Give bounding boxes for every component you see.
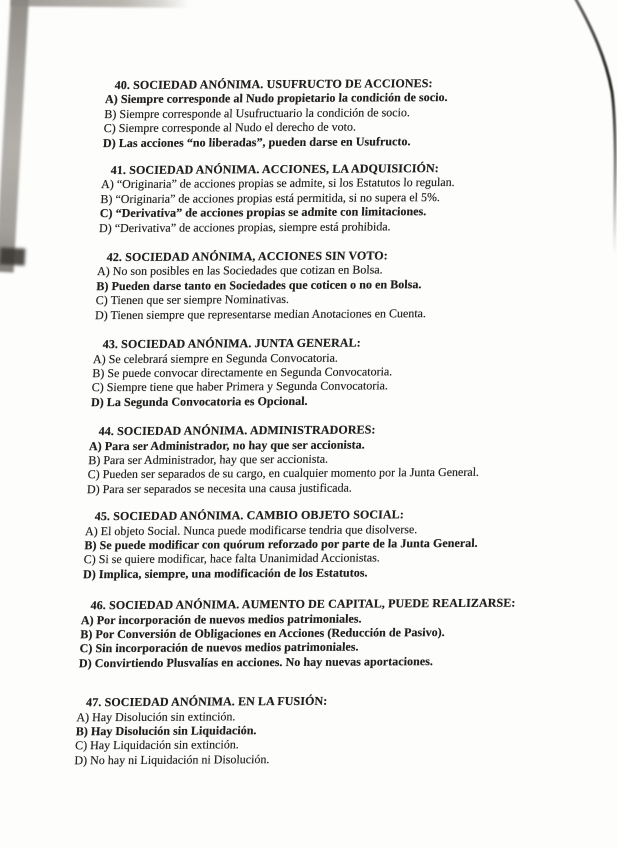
scan-artifact-left-band (0, 0, 29, 273)
option-text: Si se quiere modificar, hace falta Unanimidad Accionistas. (98, 550, 381, 567)
answer-option (74, 750, 575, 767)
question-block (79, 595, 582, 670)
option-text: Implica, siempre, una modificación de los Estatutos. (98, 565, 368, 581)
question-block (99, 160, 602, 235)
question-number: 43. (102, 337, 119, 352)
option-text: “Derivativa” de acciones propias se admite con limitaciones. (115, 204, 427, 221)
option-label: B) (87, 452, 101, 468)
question-number: 46. (90, 598, 107, 613)
option-label: A) (84, 523, 99, 538)
scan-artifact-top-edge (11, 0, 189, 8)
question-number: 44. (98, 424, 115, 439)
option-label: A) (100, 177, 115, 192)
question-number: 42. (106, 249, 123, 265)
option-text: La Segunda Convocatoria es Opcional. (106, 393, 308, 409)
question-heading (90, 595, 582, 612)
option-text: Pueden darse tanto en Sociedades que coticen o no en Bolsa. (111, 276, 422, 293)
question-block (103, 75, 606, 150)
answer-option (103, 133, 604, 150)
option-label: A) (96, 264, 111, 279)
option-text: Se puede modificar con quórum reforzado por parte de la Junta General. (99, 535, 479, 553)
question-block (74, 692, 577, 767)
option-text: Siempre tiene que haber Primera y Segunda Convocatoria. (106, 378, 389, 395)
option-label: C) (99, 206, 113, 221)
option-label: B) (104, 106, 117, 121)
option-text: “Originaria” de acciones propias se admite, si los Estatutos lo regulan. (116, 175, 455, 192)
option-label: D) (102, 135, 117, 150)
answer-option (83, 564, 584, 581)
option-label: C) (74, 738, 88, 753)
option-label: B) (96, 278, 109, 293)
option-label: D) (90, 394, 105, 409)
option-label: D) (82, 566, 97, 581)
scan-artifact-left-blob (0, 247, 25, 265)
question-title: SOCIEDAD ANÓNIMA. AUMENTO DE CAPITAL, PUEDE REALIZARSE: (108, 595, 516, 613)
option-text: Siempre corresponde al Nudo el derecho de voto. (118, 119, 357, 136)
question-title: SOCIEDAD ANÓNIMA. USUFRUCTO DE ACCIONES: (132, 76, 433, 92)
question-title: SOCIEDAD ANÓNIMA. EN LA FUSIÓN: (104, 693, 328, 710)
option-text: Las acciones “no liberadas”, pueden darse en Usufructo. (118, 133, 411, 150)
question-block (91, 334, 594, 409)
option-text: Hay Disolución sin Liquidación. (90, 723, 257, 739)
option-label: C) (103, 121, 116, 136)
option-text: Siempre corresponde al Nudo propietario la condición de socio. (120, 90, 448, 107)
option-text: El objeto Social. Nunca puede modificarse tendria que disolverse. (100, 521, 418, 538)
option-label: D) (94, 307, 109, 322)
question-title: SOCIEDAD ANÓNIMA, ACCIONES SIN VOTO: (124, 248, 389, 264)
option-text: Convirtiendo Plusvalías en acciones. No hay nuevas aportaciones. (94, 653, 434, 670)
question-block (83, 506, 586, 581)
option-label: A) (80, 612, 95, 627)
option-label: B) (75, 724, 89, 739)
option-label: D) (86, 481, 100, 496)
option-text: “Originaria” de acciones propias está permitida, si no supera el 5%. (115, 189, 441, 206)
option-label: C) (87, 467, 100, 482)
option-text: Pueden ser separados de su cargo, en cualquier momento por la Junta General. (102, 465, 480, 482)
option-text: Para ser Administrador, hay que ser accionista. (102, 451, 329, 467)
option-text: No son posibles en las Sociedades que cotizan en Bolsa. (112, 262, 383, 279)
option-label: C) (91, 380, 105, 395)
question-title: SOCIEDAD ANÓNIMA. JUNTA GENERAL: (120, 335, 362, 352)
option-text: No hay ni Liquidación ni Disolución. (89, 751, 270, 767)
question-block (95, 247, 598, 322)
answer-option (95, 305, 596, 322)
option-text: Se celebrará siempre en Segunda Convocatoria. (108, 350, 339, 366)
option-label: A) (92, 351, 107, 366)
option-text: Por Conversión de Obligaciones en Acciones (Reducción de Pasivo). (95, 624, 446, 642)
option-text: “Derivativa” de acciones propias, siempre está prohibida. (114, 218, 391, 235)
option-label: B) (92, 365, 105, 380)
option-label: A) (104, 92, 119, 107)
option-text: Hay Disolución sin extinción. (91, 708, 236, 724)
option-text: Siempre corresponde al Usufructuario la condición de socio. (119, 104, 411, 121)
option-text: Hay Liquidación sin extinción. (89, 737, 240, 753)
option-label: C) (83, 552, 97, 567)
answer-option (87, 479, 588, 496)
question-title: SOCIEDAD ANÓNIMA. CAMBIO OBJETO SOCIAL: (112, 507, 405, 524)
question-number: 45. (94, 509, 111, 524)
option-text: Para ser Administrador, no hay que ser accionista. (104, 436, 366, 453)
option-text: Tienen siempre que representarse median Anotaciones en Cuenta. (110, 305, 427, 322)
option-label: B) (100, 191, 113, 206)
answer-option (91, 392, 592, 409)
question-title: SOCIEDAD ANÓNIMA. ADMINISTRADORES: (116, 422, 376, 439)
question-number: 47. (85, 695, 102, 710)
option-text: Por incorporación de nuevos medios patrimoniales. (96, 611, 362, 627)
answer-option (79, 653, 580, 670)
option-text: Para ser separados se necesita una causa justificada. (102, 480, 353, 496)
question-list (73, 75, 606, 783)
option-label: C) (79, 641, 93, 656)
option-label: D) (74, 752, 88, 768)
option-label: B) (79, 627, 93, 642)
question-number: 40. (114, 77, 131, 92)
option-text: Tienen que ser siempre Nominativas. (110, 292, 290, 308)
answer-option (99, 218, 600, 235)
option-text: Sin incorporación de nuevos medios patrimoniales. (95, 639, 359, 656)
option-label: B) (84, 538, 97, 553)
option-label: D) (98, 220, 113, 235)
question-title: SOCIEDAD ANÓNIMA. ACCIONES, LA ADQUISICIÓN: (128, 160, 440, 177)
option-label: A) (76, 709, 90, 724)
option-label: A) (88, 438, 103, 453)
option-text: Se puede convocar directamente en Segunda Convocatoria. (107, 364, 393, 380)
question-block (87, 421, 590, 496)
option-label: D) (78, 655, 93, 670)
question-number: 41. (110, 162, 127, 178)
option-label: C) (95, 293, 109, 308)
